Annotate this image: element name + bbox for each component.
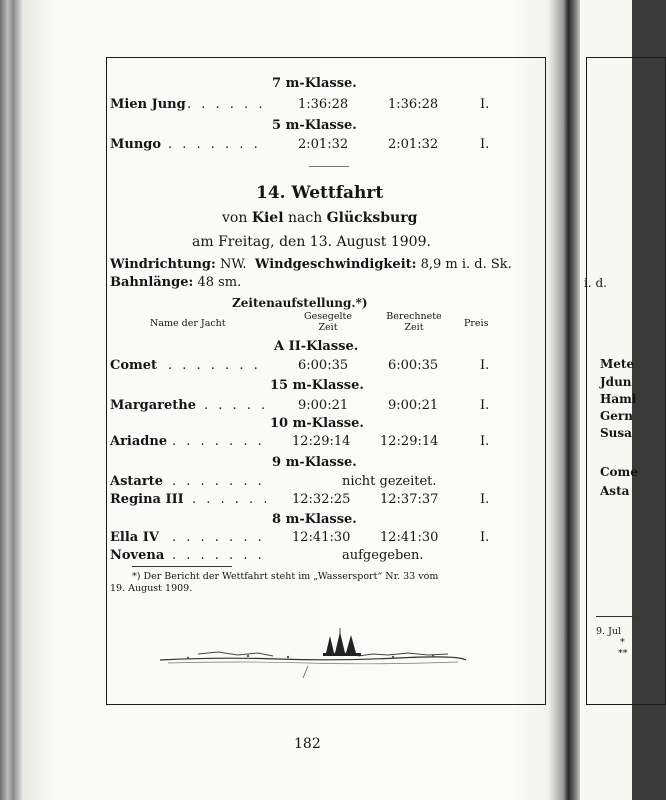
class-heading: 8 m-Klasse.: [272, 512, 357, 527]
sailed-time: 2:01:32: [298, 137, 349, 152]
route-to: Glücksburg: [326, 210, 418, 226]
class-heading: 15 m-Klasse.: [270, 378, 364, 393]
status-note: nicht gezeitet.: [342, 474, 437, 489]
prize: I.: [480, 530, 490, 545]
yacht-name: Regina III: [110, 492, 184, 507]
route-from-prefix: von: [222, 210, 248, 226]
class-heading: A II-Klasse.: [274, 339, 359, 354]
computed-time: 12:37:37: [380, 492, 439, 507]
prize: I.: [480, 492, 490, 507]
leader-dots: . . . . . . .: [168, 137, 261, 152]
left-page: [22, 0, 562, 800]
computed-time: 1:36:28: [388, 97, 439, 112]
right-page-fragment: Asta: [600, 484, 630, 498]
right-page-fragment: i. d.: [584, 276, 607, 290]
wind-direction-label: Windrichtung:: [110, 257, 216, 272]
course-line: [110, 275, 241, 290]
section-divider: [309, 166, 349, 167]
book-gutter: [548, 0, 582, 800]
right-page-fragment: 9. Jul: [596, 626, 622, 637]
sailed-time: 12:32:25: [292, 492, 351, 507]
right-page-fragment: Jdun: [600, 375, 632, 389]
prize: I.: [480, 434, 490, 449]
prize: I.: [480, 358, 490, 373]
column-header-computed: Berechnete Zeit: [386, 311, 442, 333]
sailed-time: 12:41:30: [292, 530, 351, 545]
route-from: Kiel: [251, 210, 284, 226]
leader-dots: . . . . . . .: [172, 548, 265, 563]
footnote-rule: [132, 566, 232, 567]
yacht-name: Mien Jung: [110, 97, 186, 112]
prize: I.: [480, 137, 490, 152]
wind-speed-label: Windgeschwindigkeit:: [254, 257, 417, 272]
sailed-time: 12:29:14: [292, 434, 351, 449]
leader-dots: . . . . . . .: [168, 358, 261, 373]
class-heading-5m: 5 m-Klasse.: [272, 118, 357, 133]
leader-dots: . . . . . . .: [172, 474, 265, 489]
course-length-value: 48 sm.: [197, 275, 242, 290]
yacht-name: Comet: [110, 358, 158, 373]
leader-dots: . . . . . .: [192, 492, 271, 507]
yacht-name: Ariadne: [110, 434, 168, 449]
right-page-fragment: Come: [600, 465, 638, 479]
table-title: Zeitenaufstellung.*): [232, 296, 368, 310]
footnote-line-2: 19. August 1909.: [110, 583, 193, 594]
status-note: aufgegeben.: [342, 548, 424, 563]
prize: I.: [480, 398, 490, 413]
yacht-name: Astarte: [110, 474, 163, 489]
sailed-time: 1:36:28: [298, 97, 349, 112]
computed-time: 6:00:35: [388, 358, 439, 373]
right-page-fragment: Susa: [600, 426, 632, 440]
route-mid: nach: [287, 210, 323, 226]
leader-dots: . . . . . . .: [172, 434, 265, 449]
yacht-name: Ella IV: [110, 530, 159, 545]
sailed-time: 9:00:21: [298, 398, 349, 413]
wind-speed-value: 8,9 m i. d. Sk.: [420, 257, 512, 272]
leader-dots: . . . . . . .: [172, 530, 265, 545]
right-page-fragment: **: [618, 648, 628, 659]
route-line: [222, 210, 417, 226]
prize: I.: [480, 97, 490, 112]
book-spine-left: [0, 0, 22, 800]
page-number: 182: [294, 736, 321, 752]
sailed-time: 6:00:35: [298, 358, 349, 373]
class-heading: 9 m-Klasse.: [272, 455, 357, 470]
computed-time: 2:01:32: [388, 137, 439, 152]
yacht-name: Novena: [110, 548, 165, 563]
column-header-sailed: Gesegelte Zeit: [304, 311, 352, 333]
race-title: 14. Wettfahrt: [256, 183, 384, 203]
yacht-name: Mungo: [110, 137, 162, 152]
class-heading: 10 m-Klasse.: [270, 416, 364, 431]
footnote-line-1: *) Der Bericht der Wettfahrt steht im „Wassersport“ Nr. 33 vom: [132, 571, 439, 582]
sailing-ship-vignette: [158, 620, 468, 680]
computed-time: 9:00:21: [388, 398, 439, 413]
leader-dots: . . . . . .: [187, 97, 266, 112]
leader-dots: . . . . .: [204, 398, 269, 413]
wind-line: [110, 257, 512, 272]
race-date: am Freitag, den 13. August 1909.: [192, 234, 431, 250]
right-page: [580, 0, 638, 800]
wind-direction-value: NW.: [219, 257, 247, 272]
computed-time: 12:29:14: [380, 434, 439, 449]
right-footnote-rule: [596, 616, 636, 617]
right-page-fragment: *: [620, 637, 625, 648]
yacht-name: Margarethe: [110, 398, 197, 413]
class-heading-7m: 7 m-Klasse.: [272, 76, 357, 91]
course-length-label: Bahnlänge:: [110, 275, 194, 290]
right-page-fragment: Gern: [600, 409, 633, 423]
column-header-prize: Preis: [464, 318, 489, 329]
right-page-fragment: Haml: [600, 392, 637, 406]
column-header-name: Name der Jacht: [150, 318, 226, 329]
right-page-fragment: Mete: [600, 357, 635, 371]
computed-time: 12:41:30: [380, 530, 439, 545]
